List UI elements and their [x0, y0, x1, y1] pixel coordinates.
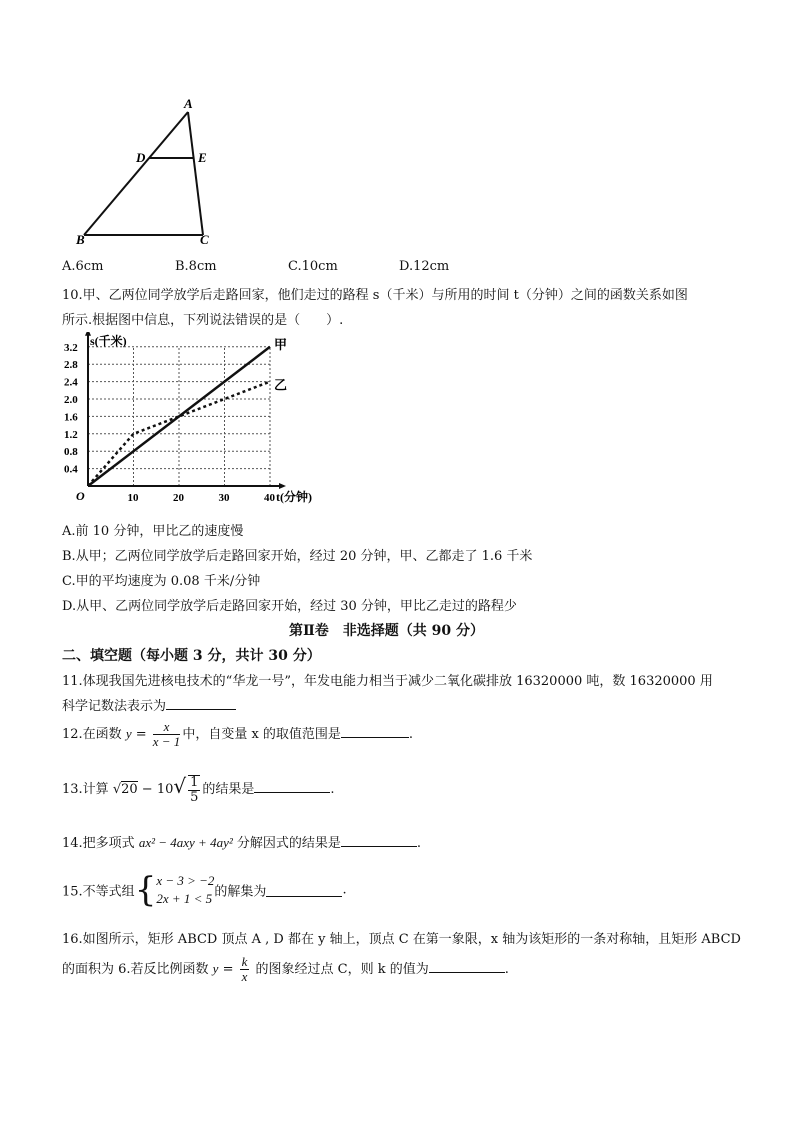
left-brace-icon: { — [134, 870, 157, 910]
y-tick-label: 3.2 — [64, 341, 78, 354]
q15-prefix: 15.不等式组 — [62, 884, 135, 900]
q11-line1: 11.体现我国先进核电技术的“华龙一号”，年发电能力相当于减少二氧化碳排放 16320000 吨，数 16320000 用 — [62, 674, 713, 689]
origin-label: O — [76, 489, 85, 503]
q12-fraction — [153, 720, 181, 749]
distance-time-chart — [60, 332, 360, 512]
q10-stem-line2: 所示.根据图中信息，下列说法错误的是（ ）. — [62, 313, 344, 328]
answer-blank[interactable] — [429, 960, 505, 973]
q12-equals: = — [131, 727, 151, 742]
q16-line1: 16.如图所示，矩形 ABCD 顶点 A , D 都在 y 轴上，顶点 C 在第一象限，x 轴为该矩形的一条对称轴，且矩形 ABCD — [62, 932, 741, 947]
q16-denominator: x — [241, 969, 248, 984]
section2-heading: 二、填空题（每小题 3 分，共计 30 分） — [62, 648, 321, 664]
q15-inequality-1: x − 3 > −2 — [156, 873, 215, 888]
answer-blank[interactable] — [254, 780, 330, 793]
q10-option-a: A.前 10 分钟，甲比乙的速度慢 — [62, 524, 244, 539]
q16-line2-prefix: 的面积为 6.若反比例函数 — [62, 962, 213, 977]
answer-blank[interactable] — [341, 834, 417, 847]
q12-y: y — [125, 726, 132, 741]
q13-fraction — [188, 775, 200, 805]
label-a: A — [184, 96, 193, 111]
q15-system — [156, 872, 214, 908]
q10-option-b: B.从甲；乙两位同学放学后走路回家开始，经过 20 分钟，甲、乙都走了 1.6 千米 — [62, 549, 533, 564]
sqrt-icon: √ — [173, 774, 187, 798]
x-tick-label: 20 — [173, 492, 184, 504]
q15: 15.不等式组{ x − 3 > −2 2x + 1 < 5 的解集为 . — [62, 870, 347, 910]
label-d: D — [136, 150, 146, 165]
sqrt-icon: √ — [112, 782, 122, 797]
answer-blank[interactable] — [166, 697, 236, 710]
q9-option-c: C.10cm — [288, 259, 338, 274]
q13-numerator: 1 — [190, 774, 199, 790]
q14: 14.把多项式 ax² − 4axy + 4ay² 分解因式的结果是 . — [62, 835, 422, 851]
x-axis-arrow — [279, 483, 286, 489]
q13: 13.计算 √20 − 10√ $\frac{1}{5}$ 的结果是 . — [62, 774, 335, 805]
y-axis-label: s(千米) — [90, 333, 127, 348]
q12-prefix: 12.在函数 — [62, 727, 126, 742]
triangle-side-ac — [188, 112, 203, 235]
q13-radicand: 20 — [121, 782, 138, 797]
q10-stem-line1: 10.甲、乙两位同学放学后走路回家，他们走过的路程 s（千米）与所用的时间 t（分钟）之间的函数关系如图 — [62, 288, 688, 303]
q11-line2-text: 科学记数法表示为 — [62, 699, 167, 714]
q16-numerator: k — [241, 954, 248, 969]
answer-blank[interactable] — [341, 725, 409, 738]
q14-prefix: 14.把多项式 — [62, 836, 139, 851]
q9-option-d: D.12cm — [399, 259, 450, 274]
q13-prefix: 13.计算 — [62, 782, 113, 797]
q10-option-c: C.甲的平均速度为 0.08 千米/分钟 — [62, 574, 261, 589]
q9-option-b: B.8cm — [175, 259, 217, 274]
label-e: E — [198, 150, 207, 165]
q12-numerator: x — [153, 720, 181, 735]
label-c: C — [200, 232, 209, 247]
q13-denominator: 5 — [190, 789, 199, 805]
y-tick-label: 1.2 — [64, 428, 78, 441]
q15-inequality-2: 2x + 1 < 5 — [156, 891, 213, 906]
q14-expression: ax² − 4axy + 4ay² — [138, 835, 233, 850]
y-tick-label: 0.8 — [64, 446, 78, 459]
y-tick-label: 2.0 — [64, 394, 78, 406]
q12: 12.在函数 y = $\frac{x}{x - 1}$ 中，自变量 x 的取值范围是 . — [62, 719, 414, 749]
triangle-figure — [72, 92, 222, 252]
series-label-2: 乙 — [274, 377, 288, 393]
section2-title: 第Ⅱ卷 非选择题（共 90 分） — [289, 623, 485, 639]
q10-option-d: D.从甲、乙两位同学放学后走路回家开始，经过 30 分钟，甲比乙走过的路程少 — [62, 599, 517, 614]
y-tick-label: 1.6 — [64, 411, 78, 424]
x-axis-label: t(分钟) — [276, 490, 312, 504]
triangle-side-ab — [84, 112, 188, 235]
q12-suffix: 中，自变量 x 的取值范围是 — [182, 727, 341, 742]
q13-suffix: 的结果是 — [202, 782, 255, 797]
x-tick-label: 10 — [127, 492, 139, 504]
x-tick-label: 30 — [218, 492, 230, 504]
x-tick-label: 40 — [264, 492, 275, 504]
q9-option-a: A.6cm — [62, 259, 104, 274]
y-tick-label: 2.4 — [64, 376, 78, 389]
q11-line2 — [62, 695, 236, 714]
q16-line2-suffix: 的图象经过点 C，则 k 的值为 — [251, 962, 429, 977]
y-tick-label: 0.4 — [64, 463, 78, 476]
q16-line2: 的面积为 6.若反比例函数 y = $\frac{k}{x}$ 的图象经过点 C，则 k 的值为 . — [62, 954, 509, 984]
q12-denominator: x − 1 — [152, 734, 181, 749]
series-label-1: 甲 — [274, 336, 288, 352]
q16-fraction — [240, 955, 250, 984]
q15-suffix: 的解集为 — [214, 884, 267, 900]
y-tick-label: 2.8 — [64, 359, 78, 372]
q16-y: y — [212, 961, 219, 976]
q14-suffix: 分解因式的结果是 — [232, 836, 341, 851]
answer-blank[interactable] — [266, 884, 342, 897]
q13-minus: − 10 — [137, 782, 174, 797]
label-b: B — [76, 232, 85, 247]
